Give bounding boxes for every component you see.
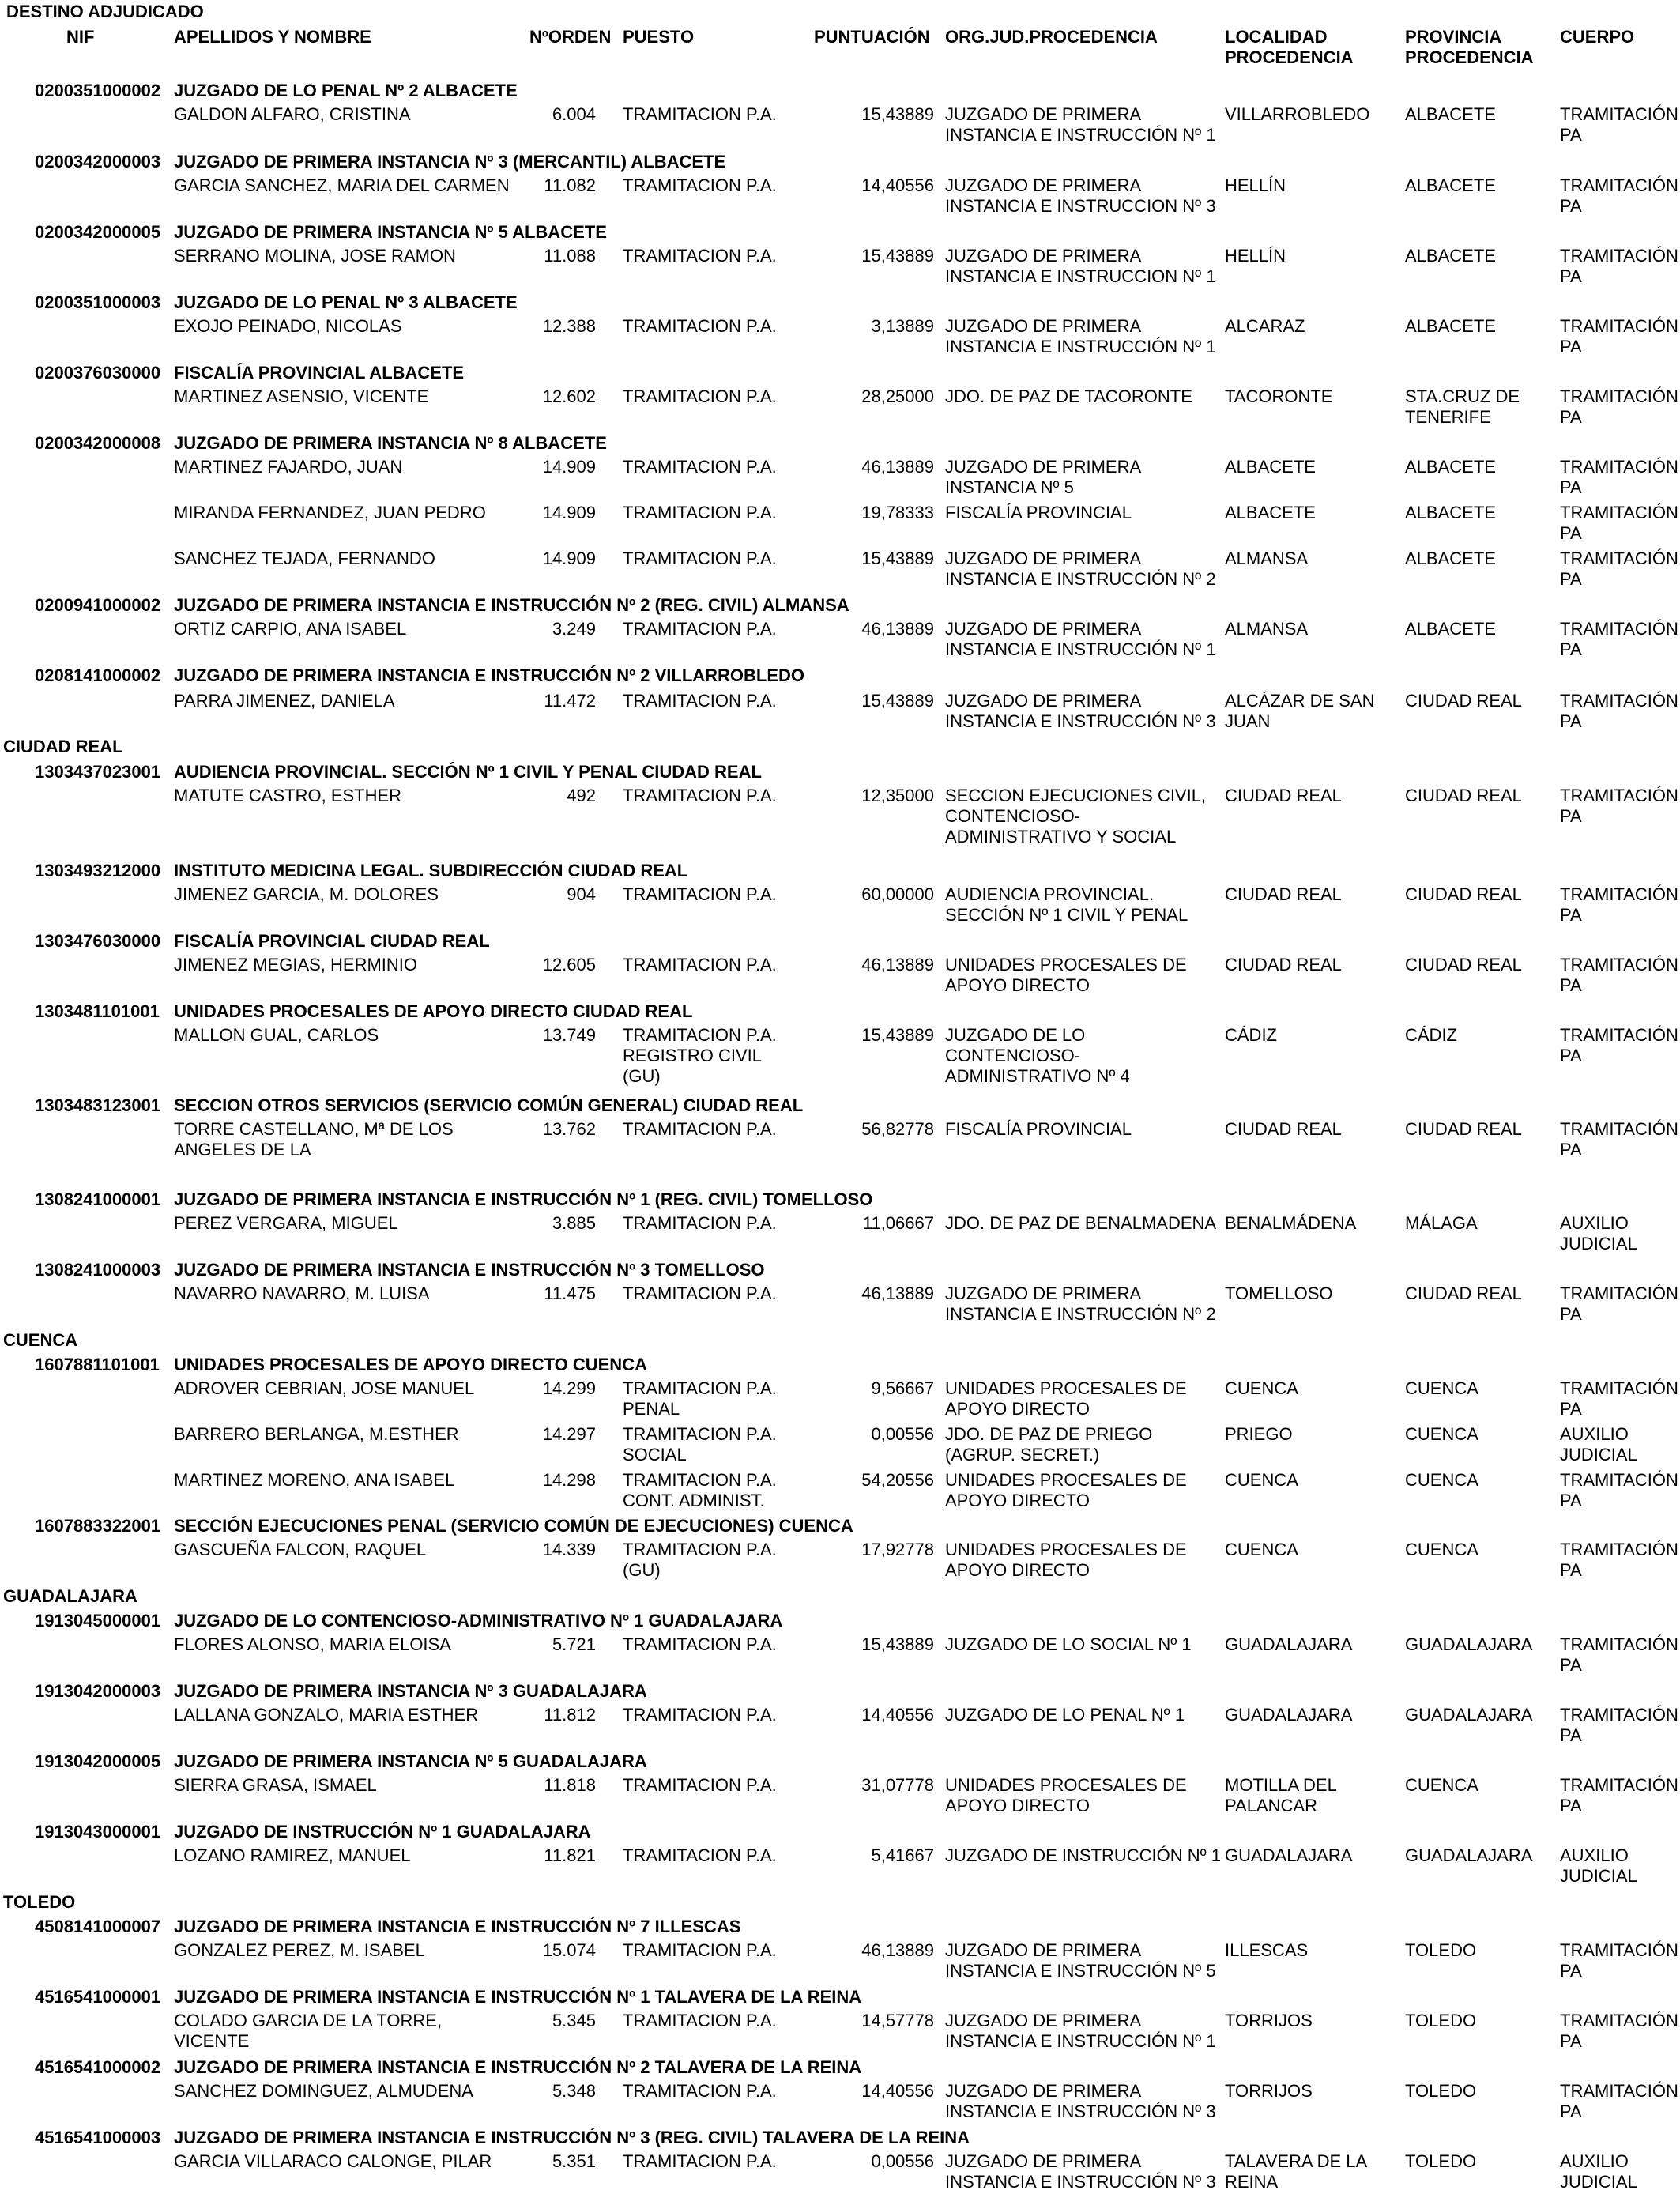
- cell-punt: 46,13889: [861, 457, 934, 477]
- cell-cuerpo: TRAMITACIÓN PA: [1560, 104, 1678, 145]
- cell-org: UNIDADES PROCESALES DE APOYO DIRECTO: [945, 1775, 1187, 1815]
- destination-code: 1303481101001: [35, 1001, 160, 1021]
- cell-orden: 5.348: [552, 2081, 596, 2101]
- cell-nombre: JIMENEZ GARCIA, M. DOLORES: [174, 884, 439, 904]
- cell-puesto: TRAMITACION P.A.: [623, 1119, 777, 1139]
- cell-org: JUZGADO DE PRIMERA INSTANCIA E INSTRUCCIÓN Nº 2: [945, 1284, 1216, 1324]
- cell-nombre: NAVARRO NAVARRO, M. LUISA: [174, 1284, 430, 1303]
- column-header-nombre: APELLIDOS Y NOMBRE: [174, 27, 371, 47]
- cell-cuerpo: AUXILIO JUDICIAL: [1560, 1424, 1637, 1465]
- cell-puesto: TRAMITACION P.A.: [623, 955, 777, 974]
- cell-cuerpo: TRAMITACIÓN PA: [1560, 1705, 1678, 1745]
- destination-code: 0200941000002: [35, 595, 161, 615]
- cell-nombre: FLORES ALONSO, MARIA ELOISA: [174, 1634, 451, 1654]
- column-header-puntuacion: PUNTUACIÓN: [814, 27, 930, 47]
- destination-name: JUZGADO DE INSTRUCCIÓN Nº 1 GUADALAJARA: [174, 1822, 591, 1842]
- destination-name: JUZGADO DE PRIMERA INSTANCIA Nº 3 GUADALAJARA: [174, 1681, 647, 1701]
- cell-cuerpo: TRAMITACIÓN PA: [1560, 1940, 1678, 1981]
- cell-orden: 14.297: [542, 1424, 596, 1444]
- cell-orden: 5.351: [552, 2151, 596, 2171]
- cell-loc: GUADALAJARA: [1225, 1705, 1353, 1725]
- destination-name: JUZGADO DE PRIMERA INSTANCIA E INSTRUCCIÓN Nº 3 TOMELLOSO: [174, 1260, 765, 1280]
- cell-prov: CÁDIZ: [1405, 1025, 1457, 1045]
- cell-nombre: GASCUEÑA FALCON, RAQUEL: [174, 1540, 427, 1559]
- cell-punt: 46,13889: [861, 955, 934, 974]
- cell-org: JUZGADO DE PRIMERA INSTANCIA E INSTRUCCIÓN Nº 2: [945, 548, 1216, 589]
- cell-prov: CIUDAD REAL: [1405, 1119, 1522, 1139]
- cell-punt: 56,82778: [861, 1119, 934, 1139]
- cell-puesto: TRAMITACION P.A.: [623, 619, 777, 639]
- cell-cuerpo: TRAMITACIÓN PA: [1560, 619, 1678, 659]
- cell-prov: CUENCA: [1405, 1470, 1478, 1490]
- cell-loc: CIUDAD REAL: [1225, 955, 1342, 974]
- cell-punt: 15,43889: [861, 104, 934, 124]
- column-header-nif: NIF: [66, 27, 95, 47]
- cell-cuerpo: TRAMITACIÓN PA: [1560, 955, 1678, 995]
- cell-prov: CUENCA: [1405, 1424, 1478, 1444]
- province-section-heading: CUENCA: [3, 1330, 78, 1350]
- destination-code: 1303476030000: [35, 931, 161, 951]
- cell-loc: ILLESCAS: [1225, 1940, 1309, 1960]
- cell-org: JUZGADO DE PRIMERA INSTANCIA E INSTRUCCIÓN Nº 3: [945, 2081, 1216, 2121]
- cell-puesto: TRAMITACION P.A.: [623, 786, 777, 805]
- cell-cuerpo: TRAMITACIÓN PA: [1560, 1634, 1678, 1675]
- cell-nombre: PARRA JIMENEZ, DANIELA: [174, 691, 395, 711]
- cell-nombre: MIRANDA FERNANDEZ, JUAN PEDRO: [174, 503, 486, 522]
- cell-nombre: BARRERO BERLANGA, M.ESTHER: [174, 1424, 459, 1444]
- cell-loc: CÁDIZ: [1225, 1025, 1277, 1045]
- cell-punt: 15,43889: [861, 548, 934, 568]
- cell-puesto: TRAMITACION P.A. (GU): [623, 1540, 777, 1580]
- cell-cuerpo: TRAMITACIÓN PA: [1560, 1378, 1678, 1419]
- destination-name: INSTITUTO MEDICINA LEGAL. SUBDIRECCIÓN CIUDAD REAL: [174, 861, 688, 880]
- destination-name: UNIDADES PROCESALES DE APOYO DIRECTO CUENCA: [174, 1355, 647, 1374]
- cell-puesto: TRAMITACION P.A.: [623, 2081, 777, 2101]
- document-title: DESTINO ADJUDICADO: [6, 2, 204, 21]
- cell-org: JDO. DE PAZ DE BENALMADENA: [945, 1213, 1217, 1233]
- cell-puesto: TRAMITACION P.A.: [623, 1775, 777, 1795]
- cell-nombre: PEREZ VERGARA, MIGUEL: [174, 1213, 398, 1233]
- cell-orden: 12.605: [542, 955, 596, 974]
- cell-org: JUZGADO DE PRIMERA INSTANCIA E INSTRUCCIÓN Nº 5: [945, 1940, 1216, 1981]
- destination-code: 4516541000001: [35, 1987, 161, 2007]
- cell-puesto: TRAMITACION P.A.: [623, 503, 777, 522]
- cell-org: FISCALÍA PROVINCIAL: [945, 503, 1132, 522]
- destination-code: 0200342000003: [35, 152, 161, 172]
- cell-loc: BENALMÁDENA: [1225, 1213, 1357, 1233]
- cell-punt: 14,40556: [861, 175, 934, 195]
- destination-code: 0200342000005: [35, 222, 161, 242]
- cell-nombre: GONZALEZ PEREZ, M. ISABEL: [174, 1940, 425, 1960]
- cell-puesto: TRAMITACION P.A.: [623, 1940, 777, 1960]
- cell-loc: CIUDAD REAL: [1225, 884, 1342, 904]
- cell-prov: ALBACETE: [1405, 104, 1496, 124]
- cell-puesto: TRAMITACION P.A.: [623, 884, 777, 904]
- cell-cuerpo: TRAMITACIÓN PA: [1560, 548, 1678, 589]
- cell-punt: 28,25000: [861, 386, 934, 406]
- cell-punt: 11,06667: [862, 1213, 934, 1233]
- destination-code: 0200351000002: [35, 81, 161, 100]
- destination-name: JUZGADO DE PRIMERA INSTANCIA E INSTRUCCIÓN Nº 2 TALAVERA DE LA REINA: [174, 2057, 862, 2077]
- cell-cuerpo: AUXILIO JUDICIAL: [1560, 1213, 1637, 1253]
- cell-nombre: LALLANA GONZALO, MARIA ESTHER: [174, 1705, 479, 1725]
- destination-code: 4516541000002: [35, 2057, 161, 2077]
- cell-punt: 12,35000: [861, 786, 934, 805]
- cell-punt: 15,43889: [861, 1025, 934, 1045]
- cell-cuerpo: TRAMITACIÓN PA: [1560, 457, 1678, 497]
- cell-cuerpo: TRAMITACIÓN PA: [1560, 175, 1678, 216]
- cell-puesto: TRAMITACION P.A. REGISTRO CIVIL (GU): [623, 1025, 777, 1086]
- cell-loc: CUENCA: [1225, 1540, 1298, 1559]
- cell-orden: 5.345: [552, 2011, 596, 2030]
- cell-prov: ALBACETE: [1405, 246, 1496, 266]
- cell-loc: TACORONTE: [1225, 386, 1333, 406]
- destination-code: 4508141000007: [35, 1917, 161, 1936]
- cell-orden: 14.909: [542, 503, 596, 522]
- cell-cuerpo: TRAMITACIÓN PA: [1560, 246, 1678, 286]
- cell-prov: TOLEDO: [1405, 1940, 1477, 1960]
- cell-org: JDO. DE PAZ DE PRIEGO (AGRUP. SECRET.): [945, 1424, 1153, 1465]
- cell-prov: ALBACETE: [1405, 316, 1496, 336]
- cell-loc: TALAVERA DE LA REINA: [1225, 2151, 1366, 2192]
- cell-prov: CIUDAD REAL: [1405, 1284, 1522, 1303]
- cell-loc: ALMANSA: [1225, 548, 1309, 568]
- province-section-heading: TOLEDO: [3, 1892, 76, 1912]
- cell-prov: ALBACETE: [1405, 619, 1496, 639]
- destination-name: UNIDADES PROCESALES DE APOYO DIRECTO CIUDAD REAL: [174, 1001, 693, 1021]
- cell-org: JUZGADO DE PRIMERA INSTANCIA E INSTRUCCIÓN Nº 3: [945, 691, 1216, 731]
- cell-punt: 15,43889: [861, 691, 934, 711]
- cell-puesto: TRAMITACION P.A.: [623, 691, 777, 711]
- cell-prov: CUENCA: [1405, 1378, 1478, 1398]
- cell-org: SECCION EJECUCIONES CIVIL, CONTENCIOSO-ADMINISTRATIVO Y SOCIAL: [945, 786, 1207, 846]
- province-section-heading: CIUDAD REAL: [3, 737, 123, 756]
- cell-nombre: GARCIA SANCHEZ, MARIA DEL CARMEN: [174, 175, 510, 195]
- cell-puesto: TRAMITACION P.A.: [623, 175, 777, 195]
- cell-puesto: TRAMITACION P.A.: [623, 104, 777, 124]
- cell-orden: 904: [567, 884, 596, 904]
- destination-name: FISCALÍA PROVINCIAL CIUDAD REAL: [174, 931, 490, 951]
- destination-code: 1303437023001: [35, 762, 161, 782]
- destination-code: 1607883322001: [35, 1516, 161, 1536]
- cell-punt: 14,57778: [861, 2011, 934, 2030]
- cell-loc: CIUDAD REAL: [1225, 786, 1342, 805]
- cell-org: JUZGADO DE PRIMERA INSTANCIA E INSTRUCCIÓN Nº 3: [945, 2151, 1216, 2192]
- cell-orden: 13.749: [542, 1025, 596, 1045]
- cell-punt: 0,00556: [871, 1424, 934, 1444]
- cell-punt: 19,78333: [861, 503, 934, 522]
- cell-loc: PRIEGO: [1225, 1424, 1293, 1444]
- cell-org: JUZGADO DE PRIMERA INSTANCIA E INSTRUCCIÓN Nº 1: [945, 104, 1216, 145]
- cell-org: JUZGADO DE LO SOCIAL Nº 1: [945, 1634, 1192, 1654]
- cell-cuerpo: TRAMITACIÓN PA: [1560, 503, 1678, 543]
- cell-nombre: GALDON ALFARO, CRISTINA: [174, 104, 411, 124]
- cell-org: JUZGADO DE PRIMERA INSTANCIA E INSTRUCCIÓN Nº 1: [945, 316, 1216, 356]
- cell-org: JUZGADO DE PRIMERA INSTANCIA E INSTRUCCION Nº 1: [945, 246, 1216, 286]
- cell-cuerpo: TRAMITACIÓN PA: [1560, 1775, 1678, 1815]
- destination-name: JUZGADO DE PRIMERA INSTANCIA E INSTRUCCIÓN Nº 3 (REG. CIVIL) TALAVERA DE LA REINA: [174, 2128, 970, 2147]
- cell-prov: GUADALAJARA: [1405, 1705, 1533, 1725]
- cell-cuerpo: TRAMITACIÓN PA: [1560, 884, 1678, 925]
- cell-cuerpo: TRAMITACIÓN PA: [1560, 691, 1678, 731]
- cell-cuerpo: TRAMITACIÓN PA: [1560, 2011, 1678, 2051]
- cell-punt: 15,43889: [861, 246, 934, 266]
- destination-name: JUZGADO DE LO CONTENCIOSO-ADMINISTRATIVO Nº 1 GUADALAJARA: [174, 1611, 783, 1630]
- destination-code: 1303483123001: [35, 1095, 161, 1115]
- cell-org: UNIDADES PROCESALES DE APOYO DIRECTO: [945, 1378, 1187, 1419]
- cell-orden: 12.388: [542, 316, 596, 336]
- cell-loc: CIUDAD REAL: [1225, 1119, 1342, 1139]
- cell-prov: CIUDAD REAL: [1405, 691, 1522, 711]
- cell-loc: MOTILLA DEL PALANCAR: [1225, 1775, 1337, 1815]
- cell-puesto: TRAMITACION P.A.: [623, 1213, 777, 1233]
- cell-prov: ALBACETE: [1405, 175, 1496, 195]
- cell-nombre: LOZANO RAMIREZ, MANUEL: [174, 1845, 411, 1865]
- cell-nombre: MARTINEZ MORENO, ANA ISABEL: [174, 1470, 455, 1490]
- cell-orden: 14.909: [542, 457, 596, 477]
- column-header-cuerpo: CUERPO: [1560, 27, 1635, 47]
- cell-prov: CIUDAD REAL: [1405, 786, 1522, 805]
- cell-punt: 46,13889: [861, 619, 934, 639]
- destination-code: 1913045000001: [35, 1611, 161, 1630]
- cell-orden: 3.885: [552, 1213, 596, 1233]
- cell-orden: 12.602: [542, 386, 596, 406]
- destination-name: AUDIENCIA PROVINCIAL. SECCIÓN Nº 1 CIVIL Y PENAL CIUDAD REAL: [174, 762, 762, 782]
- cell-punt: 3,13889: [871, 316, 934, 336]
- cell-org: UNIDADES PROCESALES DE APOYO DIRECTO: [945, 1540, 1187, 1580]
- cell-puesto: TRAMITACION P.A.: [623, 246, 777, 266]
- cell-punt: 31,07778: [861, 1775, 934, 1795]
- cell-orden: 11.475: [544, 1284, 596, 1303]
- destination-name: JUZGADO DE PRIMERA INSTANCIA Nº 3 (MERCANTIL) ALBACETE: [174, 152, 726, 172]
- cell-org: JUZGADO DE PRIMERA INSTANCIA E INSTRUCCIÓN Nº 1: [945, 619, 1216, 659]
- destination-name: JUZGADO DE LO PENAL Nº 3 ALBACETE: [174, 292, 518, 312]
- cell-nombre: SIERRA GRASA, ISMAEL: [174, 1775, 377, 1795]
- destination-name: SECCIÓN EJECUCIONES PENAL (SERVICIO COMÚN DE EJECUCIONES) CUENCA: [174, 1516, 853, 1536]
- cell-punt: 60,00000: [861, 884, 934, 904]
- cell-cuerpo: AUXILIO JUDICIAL: [1560, 1845, 1637, 1886]
- cell-prov: ALBACETE: [1405, 503, 1496, 522]
- destination-code: 1913043000001: [35, 1822, 161, 1842]
- cell-puesto: TRAMITACION P.A.: [623, 2151, 777, 2171]
- destination-code: 4516541000003: [35, 2128, 161, 2147]
- cell-puesto: TRAMITACION P.A. SOCIAL: [623, 1424, 777, 1465]
- cell-orden: 14.298: [542, 1470, 596, 1490]
- cell-loc: ALCÁZAR DE SAN JUAN: [1225, 691, 1375, 731]
- cell-punt: 46,13889: [861, 1284, 934, 1303]
- cell-org: JUZGADO DE LO CONTENCIOSO-ADMINISTRATIVO Nº 4: [945, 1025, 1130, 1086]
- cell-prov: STA.CRUZ DE TENERIFE: [1405, 386, 1520, 427]
- cell-orden: 11.821: [544, 1845, 596, 1865]
- cell-nombre: SANCHEZ DOMINGUEZ, ALMUDENA: [174, 2081, 473, 2101]
- cell-cuerpo: AUXILIO JUDICIAL: [1560, 2151, 1637, 2192]
- destination-name: JUZGADO DE PRIMERA INSTANCIA E INSTRUCCIÓN Nº 1 TALAVERA DE LA REINA: [174, 1987, 862, 2007]
- destination-code: 1308241000003: [35, 1260, 161, 1280]
- destination-name: JUZGADO DE PRIMERA INSTANCIA Nº 5 GUADALAJARA: [174, 1751, 647, 1771]
- cell-orden: 11.812: [544, 1705, 596, 1725]
- cell-loc: ALMANSA: [1225, 619, 1309, 639]
- cell-nombre: SANCHEZ TEJADA, FERNANDO: [174, 548, 435, 568]
- cell-loc: TORRIJOS: [1225, 2011, 1313, 2030]
- cell-punt: 46,13889: [861, 1940, 934, 1960]
- cell-orden: 15.074: [542, 1940, 596, 1960]
- cell-orden: 3.249: [552, 619, 596, 639]
- cell-loc: TOMELLOSO: [1225, 1284, 1333, 1303]
- destination-code: 0200351000003: [35, 292, 161, 312]
- cell-punt: 5,41667: [871, 1845, 934, 1865]
- cell-cuerpo: TRAMITACIÓN PA: [1560, 1540, 1678, 1580]
- cell-puesto: TRAMITACION P.A.: [623, 386, 777, 406]
- cell-punt: 9,56667: [871, 1378, 934, 1398]
- column-header-orden: NºORDEN: [529, 27, 612, 47]
- cell-orden: 14.299: [542, 1378, 596, 1398]
- cell-orden: 11.472: [544, 691, 596, 711]
- destination-name: JUZGADO DE PRIMERA INSTANCIA E INSTRUCCIÓN Nº 2 VILLARROBLEDO: [174, 665, 805, 685]
- cell-prov: GUADALAJARA: [1405, 1634, 1533, 1654]
- cell-loc: HELLÍN: [1225, 246, 1286, 266]
- cell-orden: 14.339: [542, 1540, 596, 1559]
- destination-code: 1303493212000: [35, 861, 161, 880]
- cell-loc: CUENCA: [1225, 1470, 1298, 1490]
- cell-orden: 11.818: [544, 1775, 596, 1795]
- cell-cuerpo: TRAMITACIÓN PA: [1560, 316, 1678, 356]
- destination-name: JUZGADO DE PRIMERA INSTANCIA Nº 8 ALBACETE: [174, 433, 607, 453]
- cell-prov: CIUDAD REAL: [1405, 955, 1522, 974]
- cell-punt: 15,43889: [861, 1634, 934, 1654]
- cell-cuerpo: TRAMITACIÓN PA: [1560, 1119, 1678, 1159]
- cell-loc: VILLARROBLEDO: [1225, 104, 1370, 124]
- cell-org: JUZGADO DE INSTRUCCIÓN Nº 1: [945, 1845, 1222, 1865]
- cell-cuerpo: TRAMITACIÓN PA: [1560, 386, 1678, 427]
- cell-puesto: TRAMITACION P.A. CONT. ADMINIST.: [623, 1470, 777, 1510]
- province-section-heading: GUADALAJARA: [3, 1586, 137, 1606]
- cell-loc: ALBACETE: [1225, 457, 1316, 477]
- cell-nombre: TORRE CASTELLANO, Mª DE LOS ANGELES DE LA: [174, 1119, 454, 1159]
- cell-prov: CUENCA: [1405, 1540, 1478, 1559]
- column-header-puesto: PUESTO: [623, 27, 695, 47]
- cell-orden: 11.088: [544, 246, 596, 266]
- cell-nombre: MATUTE CASTRO, ESTHER: [174, 786, 402, 805]
- cell-nombre: SERRANO MOLINA, JOSE RAMON: [174, 246, 456, 266]
- cell-loc: ALCARAZ: [1225, 316, 1305, 336]
- cell-org: UNIDADES PROCESALES DE APOYO DIRECTO: [945, 1470, 1187, 1510]
- cell-punt: 14,40556: [861, 2081, 934, 2101]
- cell-org: JUZGADO DE PRIMERA INSTANCIA Nº 5: [945, 457, 1140, 497]
- cell-prov: MÁLAGA: [1405, 1213, 1478, 1233]
- cell-puesto: TRAMITACION P.A.: [623, 1634, 777, 1654]
- destination-name: JUZGADO DE PRIMERA INSTANCIA Nº 5 ALBACETE: [174, 222, 607, 242]
- cell-orden: 14.909: [542, 548, 596, 568]
- cell-org: UNIDADES PROCESALES DE APOYO DIRECTO: [945, 955, 1187, 995]
- cell-puesto: TRAMITACION P.A.: [623, 548, 777, 568]
- destination-code: 0208141000002: [35, 665, 161, 685]
- cell-nombre: MALLON GUAL, CARLOS: [174, 1025, 379, 1045]
- cell-prov: ALBACETE: [1405, 548, 1496, 568]
- cell-orden: 11.082: [544, 175, 596, 195]
- destination-code: 0200342000008: [35, 433, 161, 453]
- cell-nombre: MARTINEZ FAJARDO, JUAN: [174, 457, 403, 477]
- cell-puesto: TRAMITACION P.A.: [623, 1705, 777, 1725]
- cell-prov: TOLEDO: [1405, 2081, 1477, 2101]
- destination-name: FISCALÍA PROVINCIAL ALBACETE: [174, 363, 465, 383]
- cell-prov: GUADALAJARA: [1405, 1845, 1533, 1865]
- cell-cuerpo: TRAMITACIÓN PA: [1560, 2081, 1678, 2121]
- cell-punt: 17,92778: [861, 1540, 934, 1559]
- cell-org: JUZGADO DE LO PENAL Nº 1: [945, 1705, 1185, 1725]
- cell-loc: HELLÍN: [1225, 175, 1286, 195]
- cell-punt: 0,00556: [871, 2151, 934, 2171]
- cell-loc: ALBACETE: [1225, 503, 1316, 522]
- cell-punt: 14,40556: [861, 1705, 934, 1725]
- cell-prov: CUENCA: [1405, 1775, 1478, 1795]
- cell-orden: 5.721: [552, 1634, 596, 1654]
- cell-nombre: JIMENEZ MEGIAS, HERMINIO: [174, 955, 418, 974]
- cell-puesto: TRAMITACION P.A.: [623, 457, 777, 477]
- cell-loc: TORRIJOS: [1225, 2081, 1313, 2101]
- destination-code: 1308241000001: [35, 1189, 161, 1209]
- cell-orden: 13.762: [542, 1119, 596, 1139]
- destination-code: 1913042000005: [35, 1751, 161, 1771]
- destination-name: JUZGADO DE PRIMERA INSTANCIA E INSTRUCCIÓN Nº 2 (REG. CIVIL) ALMANSA: [174, 595, 849, 615]
- cell-nombre: COLADO GARCIA DE LA TORRE, VICENTE: [174, 2011, 443, 2051]
- cell-nombre: GARCIA VILLARACO CALONGE, PILAR: [174, 2151, 492, 2171]
- cell-nombre: EXOJO PEINADO, NICOLAS: [174, 316, 402, 336]
- destination-name: JUZGADO DE LO PENAL Nº 2 ALBACETE: [174, 81, 518, 100]
- cell-org: JUZGADO DE PRIMERA INSTANCIA E INSTRUCCIÓN Nº 1: [945, 2011, 1216, 2051]
- cell-prov: CIUDAD REAL: [1405, 884, 1522, 904]
- cell-orden: 492: [567, 786, 596, 805]
- cell-prov: TOLEDO: [1405, 2151, 1477, 2171]
- cell-nombre: ADROVER CEBRIAN, JOSE MANUEL: [174, 1378, 475, 1398]
- cell-loc: CUENCA: [1225, 1378, 1298, 1398]
- cell-org: JUZGADO DE PRIMERA INSTANCIA E INSTRUCCION Nº 3: [945, 175, 1216, 216]
- cell-cuerpo: TRAMITACIÓN PA: [1560, 786, 1678, 826]
- destination-name: JUZGADO DE PRIMERA INSTANCIA E INSTRUCCIÓN Nº 1 (REG. CIVIL) TOMELLOSO: [174, 1189, 873, 1209]
- cell-org: JDO. DE PAZ DE TACORONTE: [945, 386, 1192, 406]
- cell-nombre: ORTIZ CARPIO, ANA ISABEL: [174, 619, 407, 639]
- cell-puesto: TRAMITACION P.A.: [623, 1845, 777, 1865]
- cell-org: FISCALÍA PROVINCIAL: [945, 1119, 1132, 1139]
- destination-code: 0200376030000: [35, 363, 161, 383]
- cell-org: AUDIENCIA PROVINCIAL. SECCIÓN Nº 1 CIVIL Y PENAL: [945, 884, 1188, 925]
- cell-prov: ALBACETE: [1405, 457, 1496, 477]
- destination-name: JUZGADO DE PRIMERA INSTANCIA E INSTRUCCIÓN Nº 7 ILLESCAS: [174, 1917, 741, 1936]
- column-header-provincia: PROVINCIA PROCEDENCIA: [1405, 27, 1534, 67]
- cell-punt: 54,20556: [861, 1470, 934, 1490]
- column-header-localidad: LOCALIDAD PROCEDENCIA: [1225, 27, 1354, 67]
- destination-code: 1913042000003: [35, 1681, 161, 1701]
- cell-puesto: TRAMITACION P.A.: [623, 1284, 777, 1303]
- cell-puesto: TRAMITACION P.A.: [623, 316, 777, 336]
- cell-puesto: TRAMITACION P.A.: [623, 2011, 777, 2030]
- cell-cuerpo: TRAMITACIÓN PA: [1560, 1284, 1678, 1324]
- column-header-org: ORG.JUD.PROCEDENCIA: [945, 27, 1158, 47]
- cell-orden: 6.004: [552, 104, 596, 124]
- cell-prov: TOLEDO: [1405, 2011, 1477, 2030]
- cell-nombre: MARTINEZ ASENSIO, VICENTE: [174, 386, 429, 406]
- cell-cuerpo: TRAMITACIÓN PA: [1560, 1025, 1678, 1065]
- cell-cuerpo: TRAMITACIÓN PA: [1560, 1470, 1678, 1510]
- destination-code: 1607881101001: [35, 1355, 160, 1374]
- cell-loc: GUADALAJARA: [1225, 1845, 1353, 1865]
- cell-loc: GUADALAJARA: [1225, 1634, 1353, 1654]
- destination-name: SECCION OTROS SERVICIOS (SERVICIO COMÚN GENERAL) CIUDAD REAL: [174, 1095, 804, 1115]
- cell-puesto: TRAMITACION P.A. PENAL: [623, 1378, 777, 1419]
